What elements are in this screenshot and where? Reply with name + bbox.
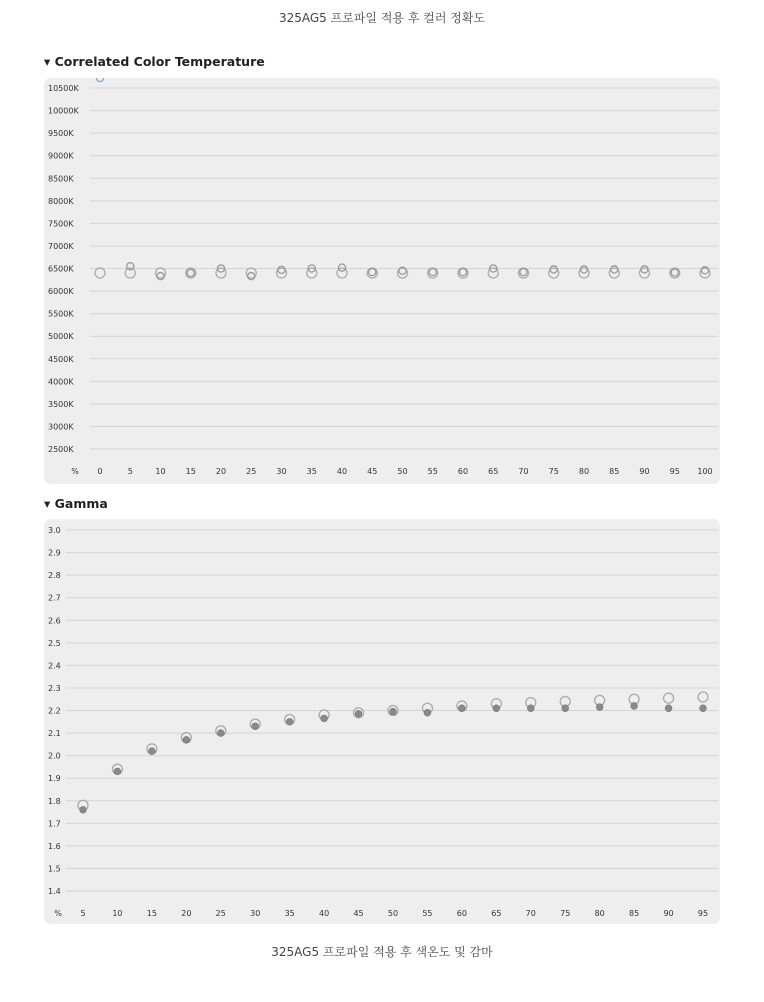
measured-point [700,705,707,712]
cct-chart-title: ▾ Correlated Color Temperature [44,54,265,69]
x-tick-label: 50 [387,909,399,918]
measured-point [148,748,155,755]
x-tick-label: 40 [319,909,330,918]
y-tick-label: 7000K [48,241,74,251]
measured-point [321,715,328,722]
measured-point [390,708,397,715]
measured-point [80,806,87,813]
y-tick-label: 9500K [48,129,74,139]
y-tick-label: 1.5 [48,864,61,874]
y-tick-label: 3000K [48,422,74,432]
x-tick-label: 5 [127,467,133,476]
y-tick-label: 2500K [48,445,74,454]
y-tick-label: 8500K [48,174,74,184]
x-tick-label: 80 [578,467,590,476]
x-tick-label: 40 [336,467,348,476]
y-tick-label: 3500K [48,399,74,409]
x-tick-label: 70 [518,467,529,476]
x-tick-label: 90 [663,909,674,918]
measured-point [355,710,362,717]
x-unit-label: % [54,909,62,918]
y-tick-label: 4000K [48,377,74,387]
y-tick-label: 2.3 [48,683,61,693]
y-tick-label: 1.9 [48,774,61,784]
chart-background [44,78,720,484]
x-tick-label: 60 [456,909,467,918]
measured-point [424,709,431,716]
x-tick-label: 5 [80,909,86,918]
measured-point [596,704,603,711]
measured-point [114,768,121,775]
y-tick-label: 1.4 [48,887,61,896]
gamma-chart-title: ▾ Gamma [44,496,108,511]
y-tick-label: 2.1 [48,729,61,739]
measured-point [562,705,569,712]
measured-point [527,705,534,712]
x-tick-label: 60 [457,467,469,476]
y-tick-label: 2.7 [48,593,61,603]
x-tick-label: 10 [112,909,123,918]
x-tick-label: 10 [155,467,166,476]
measured-point [665,705,672,712]
x-tick-label: 80 [594,909,605,918]
y-tick-label: 4500K [48,354,74,364]
x-tick-label: 55 [422,909,433,918]
y-tick-label: 2.8 [48,571,61,581]
x-tick-label: 15 [185,467,196,476]
measured-point [252,723,259,730]
x-tick-label: 20 [181,909,192,918]
x-tick-label: 65 [491,909,502,918]
y-tick-label: 6000K [48,287,74,297]
top-caption: 325AG5 프로파일 적용 후 컬러 정확도 [278,11,485,25]
x-tick-label: 15 [146,909,157,918]
x-tick-label: 25 [215,909,226,918]
y-tick-label: 7500K [48,219,74,229]
y-tick-label: 1.6 [48,841,61,851]
x-tick-label: 85 [609,467,620,476]
y-tick-label: 1.8 [48,796,61,806]
y-tick-label: 5000K [48,332,74,342]
y-tick-label: 2.9 [48,548,61,558]
y-tick-label: 6500K [48,264,74,274]
y-tick-label: 1.7 [48,819,61,829]
y-tick-label: 2.6 [48,616,61,626]
measured-point [493,705,500,712]
x-tick-label: 95 [669,467,680,476]
x-tick-label: 0 [97,467,103,476]
measured-point [183,736,190,743]
x-tick-label: 100 [697,467,713,476]
y-tick-label: 2.2 [48,706,61,716]
x-tick-label: 75 [560,909,571,918]
x-tick-label: 70 [525,909,536,918]
y-tick-label: 10500K [48,84,79,93]
bottom-caption: 325AG5 프로파일 적용 후 색온도 및 감마 [271,945,493,959]
measured-point [217,730,224,737]
x-unit-label: % [71,467,79,476]
x-tick-label: 35 [284,909,295,918]
measured-point [631,703,638,710]
x-tick-label: 30 [276,467,287,476]
x-tick-label: 50 [397,467,408,476]
y-tick-label: 9000K [48,151,74,161]
y-tick-label: 2.0 [48,751,61,761]
x-tick-label: 65 [488,467,499,476]
x-tick-label: 95 [697,909,709,918]
x-tick-label: 45 [367,467,378,476]
x-tick-label: 20 [215,467,227,476]
measured-point [286,718,293,725]
x-tick-label: 90 [639,467,650,476]
measured-point [458,705,465,712]
y-tick-label: 10000K [48,106,79,116]
x-tick-label: 55 [427,467,438,476]
x-tick-label: 45 [353,909,364,918]
y-tick-label: 2.5 [48,638,61,648]
y-tick-label: 5500K [48,309,74,319]
x-tick-label: 30 [250,909,261,918]
x-tick-label: 25 [246,467,257,476]
y-tick-label: 8000K [48,196,74,206]
gamma-chart [44,519,720,924]
y-tick-label: 3.0 [48,526,61,535]
x-tick-label: 85 [629,909,640,918]
cct-chart [44,78,720,484]
x-tick-label: 35 [306,467,317,476]
y-tick-label: 2.4 [48,661,61,671]
chart-background [44,519,720,924]
x-tick-label: 75 [548,467,559,476]
